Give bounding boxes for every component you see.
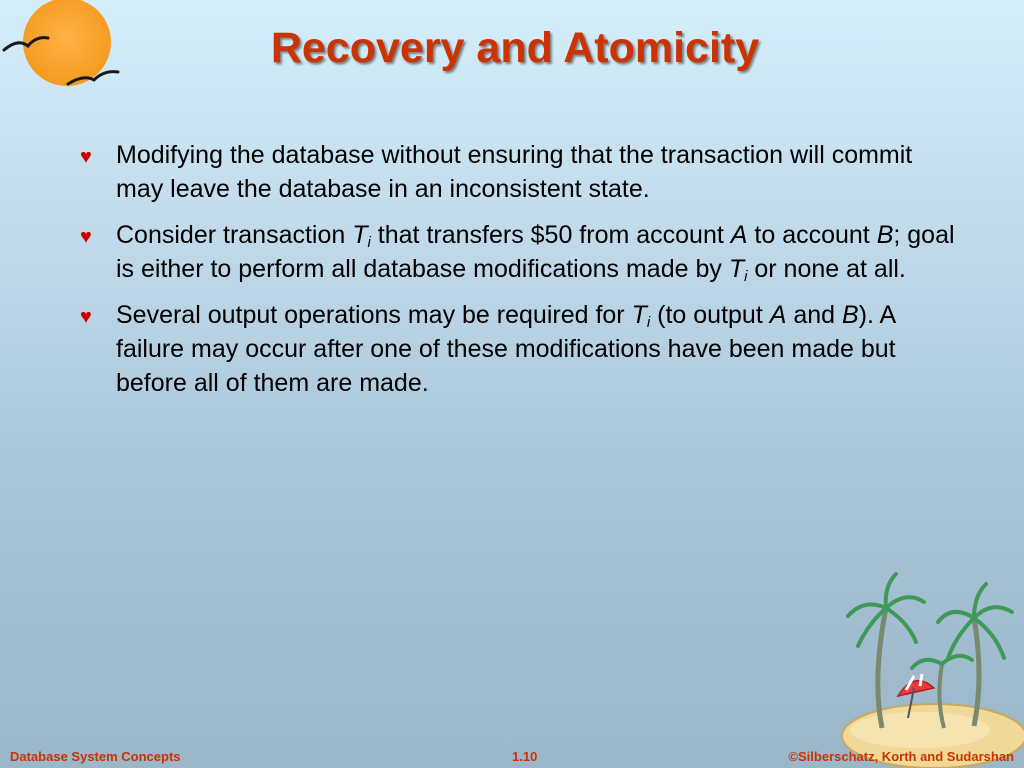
heart-bullet-icon: ♥ — [80, 146, 92, 168]
footer-copyright: ©Silberschatz, Korth and Sudarshan — [788, 749, 1014, 764]
sun-with-birds-icon — [0, 0, 130, 100]
bullet-text: Consider transaction $T_i$ that transfers $50 from account A to account B; goal is either to perform all database modifications made by $T_i$ or none at all. — [116, 221, 955, 285]
footer-page-number: 1.10 — [512, 749, 538, 764]
slide-title: Recovery and Atomicity — [270, 24, 760, 72]
heart-bullet-icon: ♥ — [80, 226, 92, 248]
bullet-item — [78, 298, 958, 400]
heart-bullet-icon: ♥ — [80, 306, 92, 328]
bullet-item — [78, 138, 958, 206]
footer-course-title: Database System Concepts — [10, 749, 181, 764]
bullet-item — [78, 218, 958, 286]
bullet-list — [78, 138, 958, 412]
bullet-text: Several output operations may be required for $T_i$ (to output A and B). A failure may occur after one of these modifications have been made but before all of them are made. — [116, 301, 896, 397]
bullet-text: Modifying the database without ensuring that the transaction will commit may leave the database in an inconsistent state. — [116, 141, 913, 203]
palm-island-icon — [824, 568, 1024, 768]
